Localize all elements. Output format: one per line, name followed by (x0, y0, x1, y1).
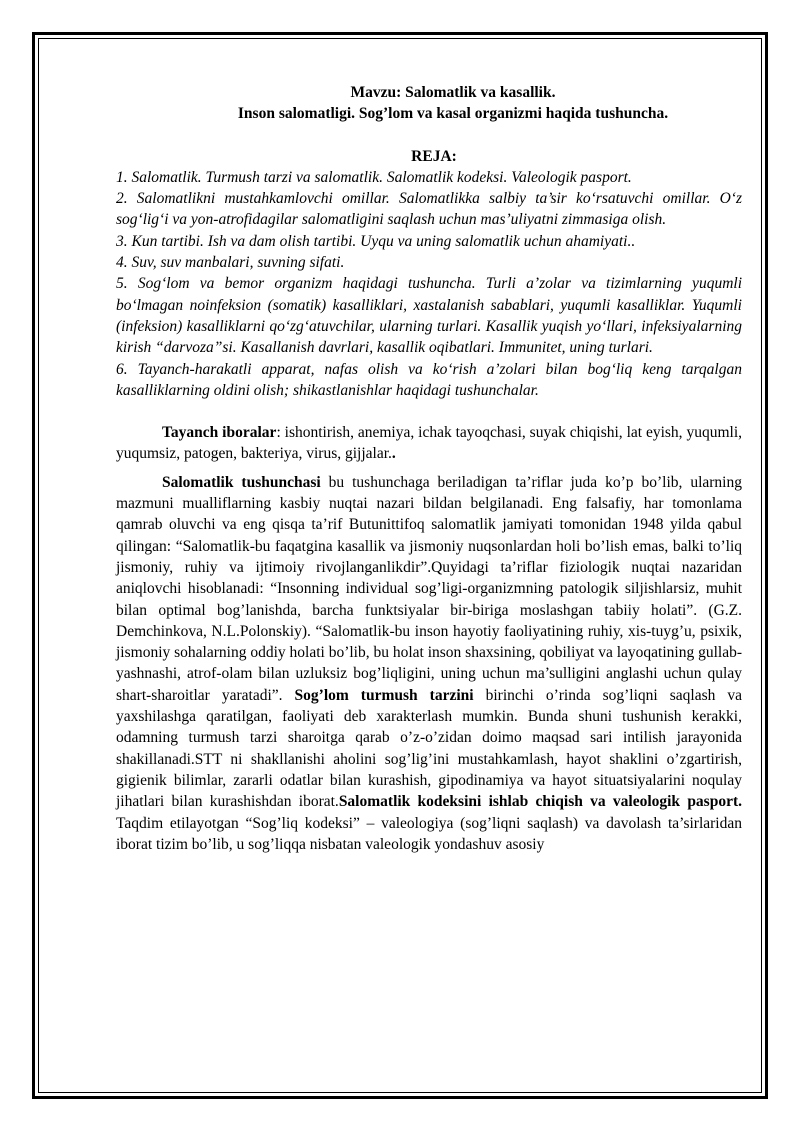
plan-item: 6. Tayanch-harakatli apparat, nafas olish va ko‘rish a’zolari bilan bog‘liq keng tarqalgan kasalliklarning oldini olish; shikastlanishlar haqidagi tushunchalar. (116, 360, 742, 399)
keywords-text: : ishontirish, anemiya, ichak tayoqchasi, suyak chiqishi, lat eyish, yuqumli, yuqumsiz, patogen, bakteriya, virus, gijjalar. (116, 424, 743, 463)
document-body (116, 82, 742, 855)
para-text: birinchi o’rinda sog’liqni saqlash va yaxshilashga qaratilgan, faoliyati deb xarakterlash mumkin. Bunda shuni tushunish kerakki, odamning turmush tarzi sharoitga qarab o’z-o’zidan doimo maqsad sari intilish jarayonida shakillanadi.STT ni shakllanishi aholini sog’lig’ini mustahkamlash, hayot shaklini o’zgartirish, gigienik bilimlar, zararli odatlar bilan kurashish, gipodinamiya va hayot situatsiyalarini noqulay jihatlari bilan kurashishdan iborat. (116, 686, 743, 811)
para-bold-heading: Salomatlik kodeksini ishlab chiqish va valeologik pasport. (338, 793, 743, 811)
keywords-end: . (391, 445, 396, 463)
plan-list (116, 167, 742, 401)
plan-item: 3. Kun tartibi. Ish va dam olish tartibi. Uyqu va uning salomatlik uchun ahamiyati.. (116, 232, 636, 250)
para-text: Taqdim etilayotgan “Sog’liq kodeksi” – valeologiya (sog’liqni saqlash) va davolash ta’sirlaridan iborat tizim bo’lib, u sog’liqqa nisbatan valeologik yondashuv asosiy (116, 814, 742, 853)
para-bold-term: Sog’lom turmush tarzini (294, 686, 474, 704)
document-subtitle: Inson salomatligi. Sog’lom va kasal organizmi haqida tushuncha. (237, 105, 669, 123)
main-paragraph (116, 472, 742, 855)
document-title: Mavzu: Salomatlik va kasallik. (350, 84, 556, 101)
plan-item: 4. Suv, suv manbalari, suvning sifati. (116, 254, 345, 272)
plan-item: 1. Salomatlik. Turmush tarzi va salomatlik. Salomatlik kodeksi. Valeologik pasport. (116, 168, 632, 186)
plan-item: 5. Sog‘lom va bemor organizm haqidagi tushuncha. Turli a’zolar va tizimlarning yuqumli bo‘lmagan noinfeksion (somatik) kasalliklari, xastalanish sabablari, yuqumli kasalliklar. Yuqumli (infeksion) kasalliklarni qo‘zg‘atuvchilar, ularning turlari. Kasallik yuqish yo‘llari, infeksiyalarning kirish “darvoza”si. Kasallanish davrlari, kasallik oqibatlari. Immunitet, uning turlari. (116, 275, 742, 357)
plan-item: 2. Salomatlikni mustahkamlovchi omillar. Salomatlikka salbiy ta’sir ko‘rsatuvchi omillar. O‘z sog‘lig‘i va yon-atrofidagilar salomatligini saqlash uchun mas’uliyatni zimmasiga olish. (116, 190, 742, 229)
keywords-paragraph (116, 422, 742, 465)
para-lead: Salomatlik tushunchasi (162, 473, 321, 491)
plan-heading: REJA: (411, 147, 457, 165)
keywords-label: Tayanch iboralar (162, 424, 277, 442)
para-text: bu tushunchaga beriladigan ta’riflar juda ko’p bo’lib, ularning mazmuni mualliflarning kasbiy nuqtai nazari bildan belgilanadi. Eng falsafiy, har tomonlama qamrab oluvchi va eng qisqa ta’rif Butunittifoq salomatlik jamiyati tomonidan 1948 yilda qabul qilingan: “Salomatlik-bu faqatgina kasallik va jismoniy nuqsonlardan holi bo’lish emas, balki to’liq jismoniy, ruhiy va ijtimoiy rivojlanganlikdir”.Quyidagi ta’riflar fiziologik nuqtai nazaridan aniqlovchi hisoblanadi: “Insonning individual sog’ligi-organizmning patologik siljishlarsiz, muhit bilan optimal bog’lanishda, barcha funktsiyalar bir-biriga moslashgan tabiiy holati”. (G.Z. Demchinkova, N.L.Polonskiy). “Salomatlik-bu inson hayotiy faoliyatining ruhiy, xis-tuyg’u, psixik, jismoniy sohalarning oddiy holati bo’lib, bu holat inson shaxsining, qobiliyat va layoqatining gullab-yashnashi, atrof-olam bilan uzluksiz bog’liqligini, uning uchun ma’sulligini anglashi uchun qulay shart-sharoitlar yaratadi”. (116, 473, 742, 704)
